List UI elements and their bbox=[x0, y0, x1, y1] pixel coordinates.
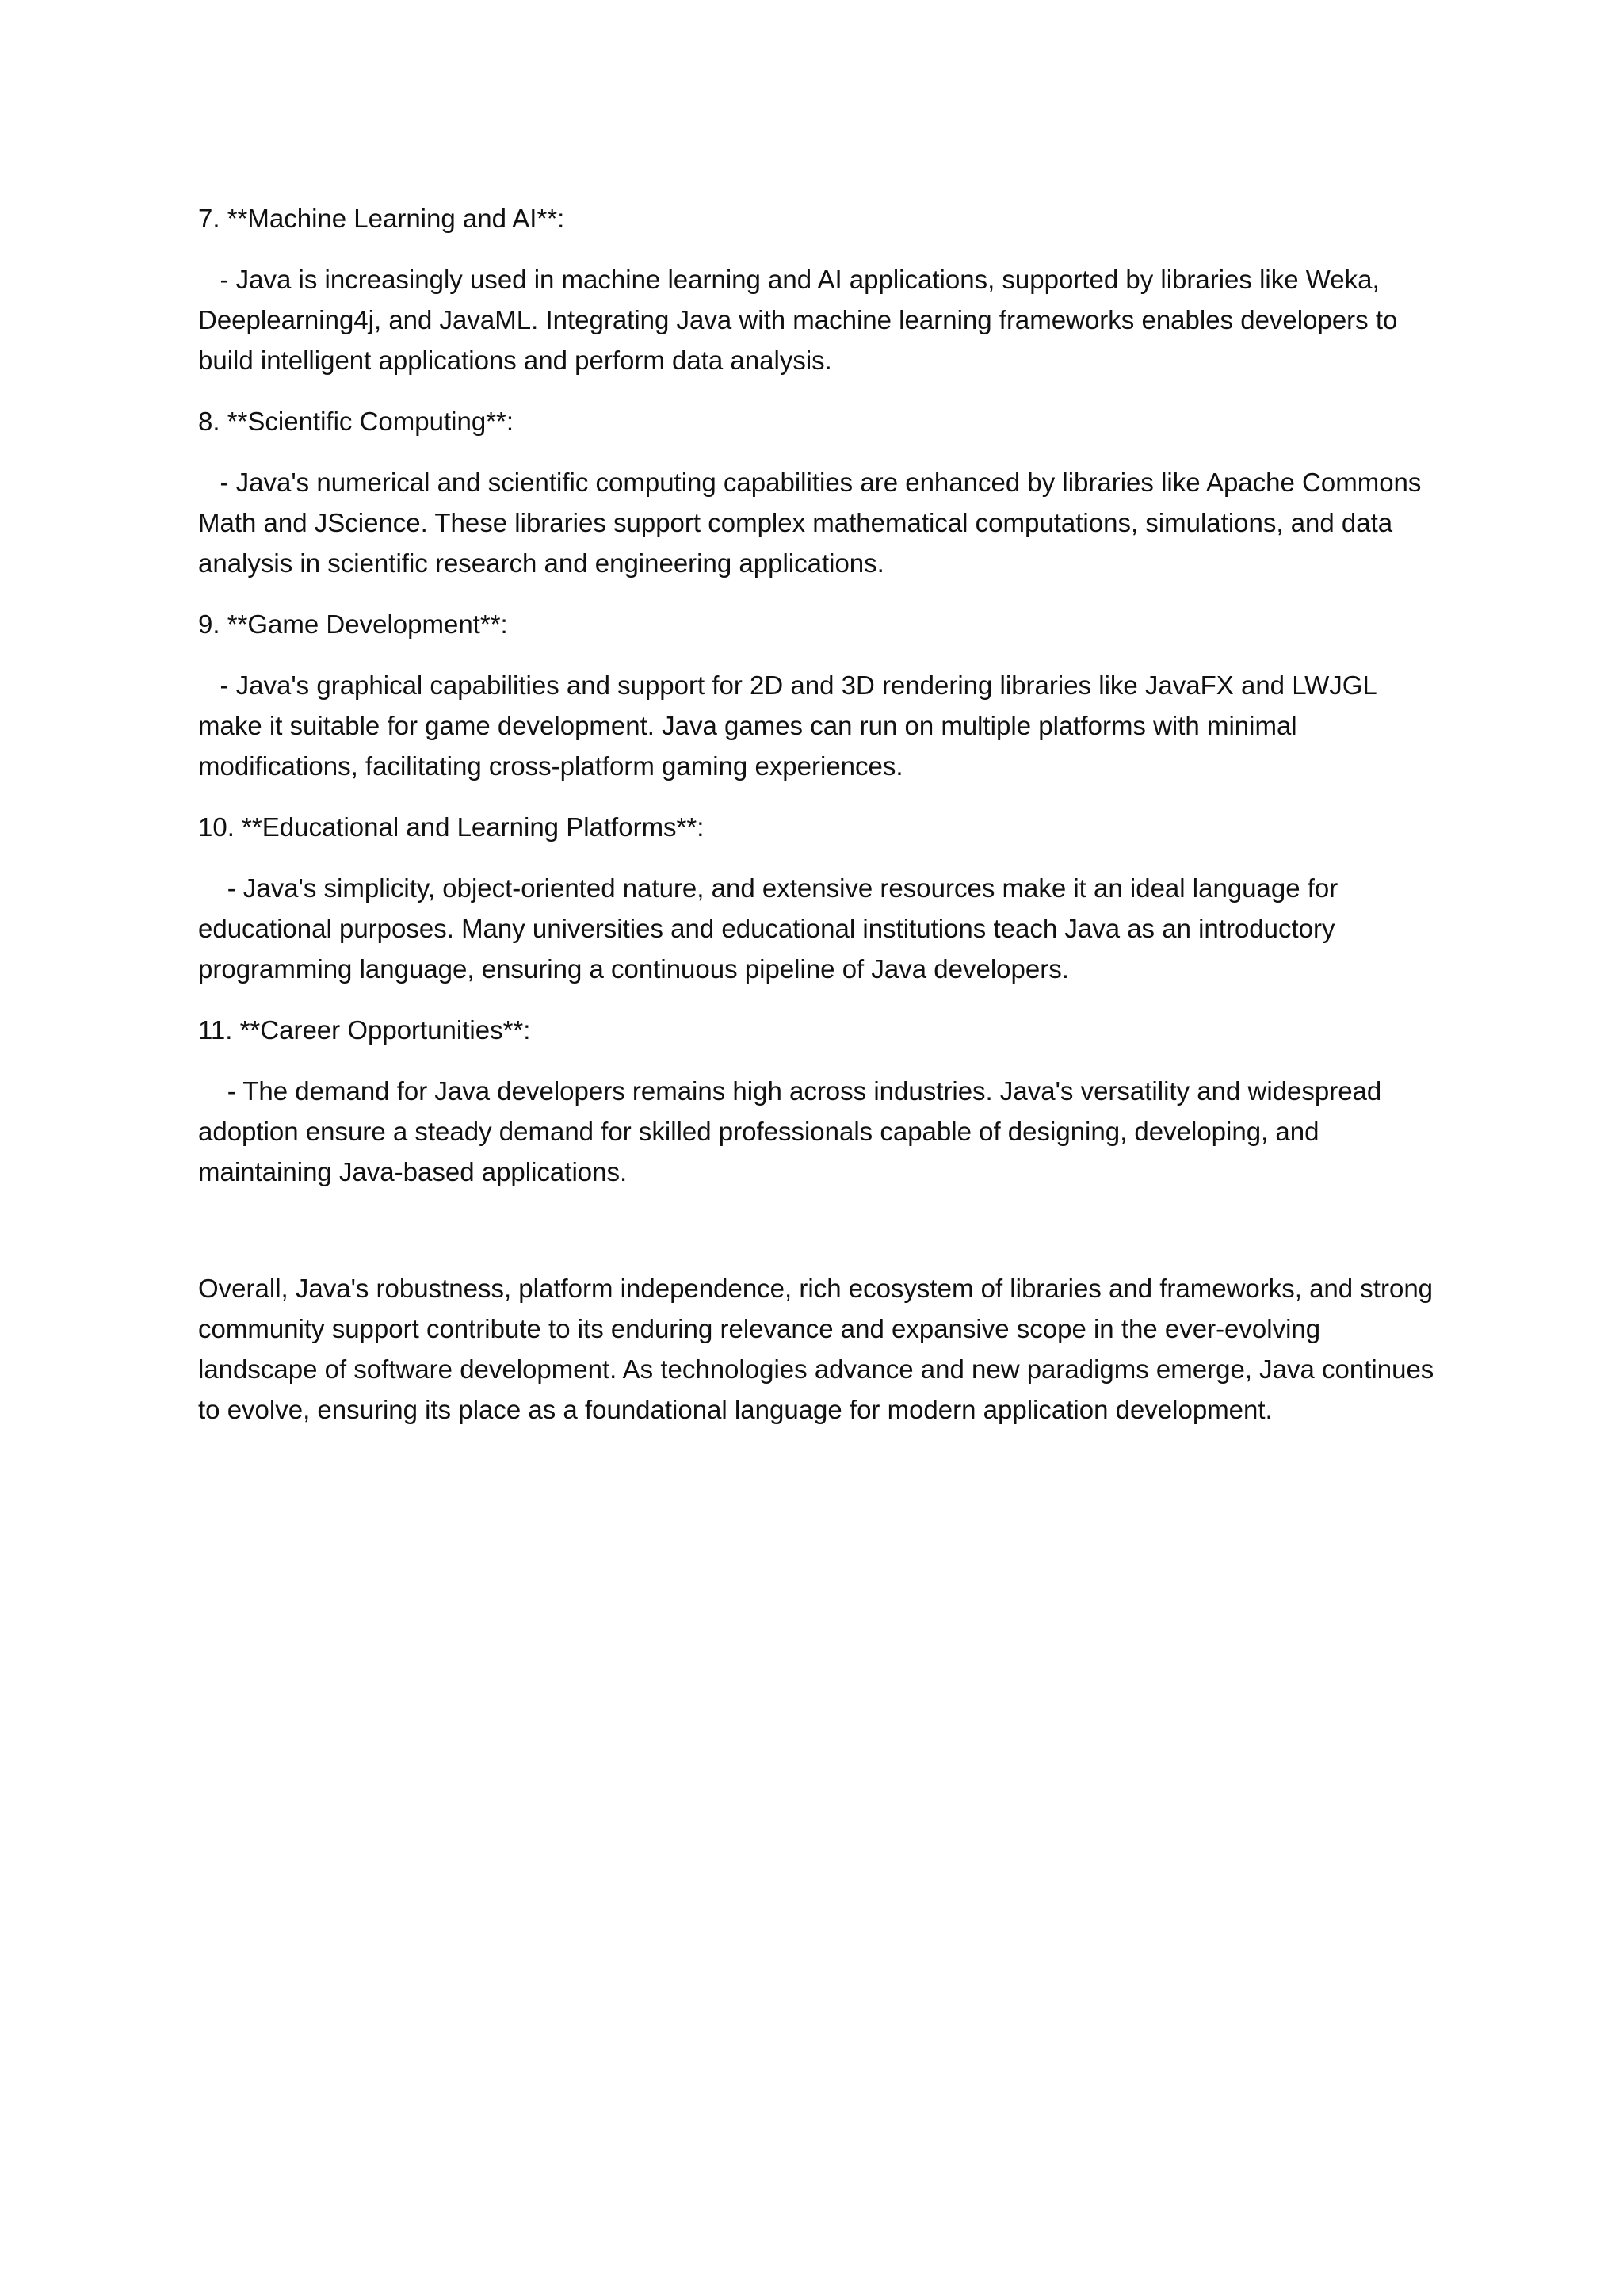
section-heading-scientific-computing: 8. **Scientific Computing**: bbox=[198, 407, 514, 436]
section-body-career-opportunities: - The demand for Java developers remains high across industries. Java's versatility and widespread adoption ensure a steady demand for skilled professionals capable of designing, developing, and maintaining Java-based applications. bbox=[198, 1076, 1389, 1186]
section-body-educational-platforms: - Java's simplicity, object-oriented nature, and extensive resources make it an ideal language for educational purposes. Many universities and educational institutions teach Java as an introductory programming language, ensuring a continuous pipeline of Java developers. bbox=[198, 873, 1346, 984]
document-body bbox=[198, 198, 1442, 1430]
section-heading-career-opportunities: 11. **Career Opportunities**: bbox=[198, 1015, 531, 1045]
section-heading-machine-learning: 7. **Machine Learning and AI**: bbox=[198, 204, 565, 233]
paragraph-spacer bbox=[198, 1213, 1442, 1268]
section-body-machine-learning: - Java is increasingly used in machine learning and AI applications, supported by libraries like Weka, Deeplearning4j, and JavaML. Integrating Java with machine learning frameworks enables developers to build intelligent applications and perform data analysis. bbox=[198, 265, 1405, 375]
overall-summary-paragraph: Overall, Java's robustness, platform independence, rich ecosystem of libraries and frameworks, and strong community support contribute to its enduring relevance and expansive scope in the ever-evolving landscape of software development. As technologies advance and new paradigms emerge, Java continues to evolve, ensuring its place as a foundational language for modern application development. bbox=[198, 1274, 1442, 1424]
section-body-game-development: - Java's graphical capabilities and support for 2D and 3D rendering libraries like JavaFX and LWJGL make it suitable for game development. Java games can run on multiple platforms with minimal modifications, facilitating cross-platform gaming experiences. bbox=[198, 670, 1384, 781]
section-body-scientific-computing: - Java's numerical and scientific computing capabilities are enhanced by libraries like Apache Commons Math and JScience. These libraries support complex mathematical computations, simulations, and data analysis in scientific research and engineering applications. bbox=[198, 468, 1429, 578]
section-heading-educational-platforms: 10. **Educational and Learning Platforms**: bbox=[198, 812, 705, 842]
section-heading-game-development: 9. **Game Development**: bbox=[198, 609, 508, 639]
